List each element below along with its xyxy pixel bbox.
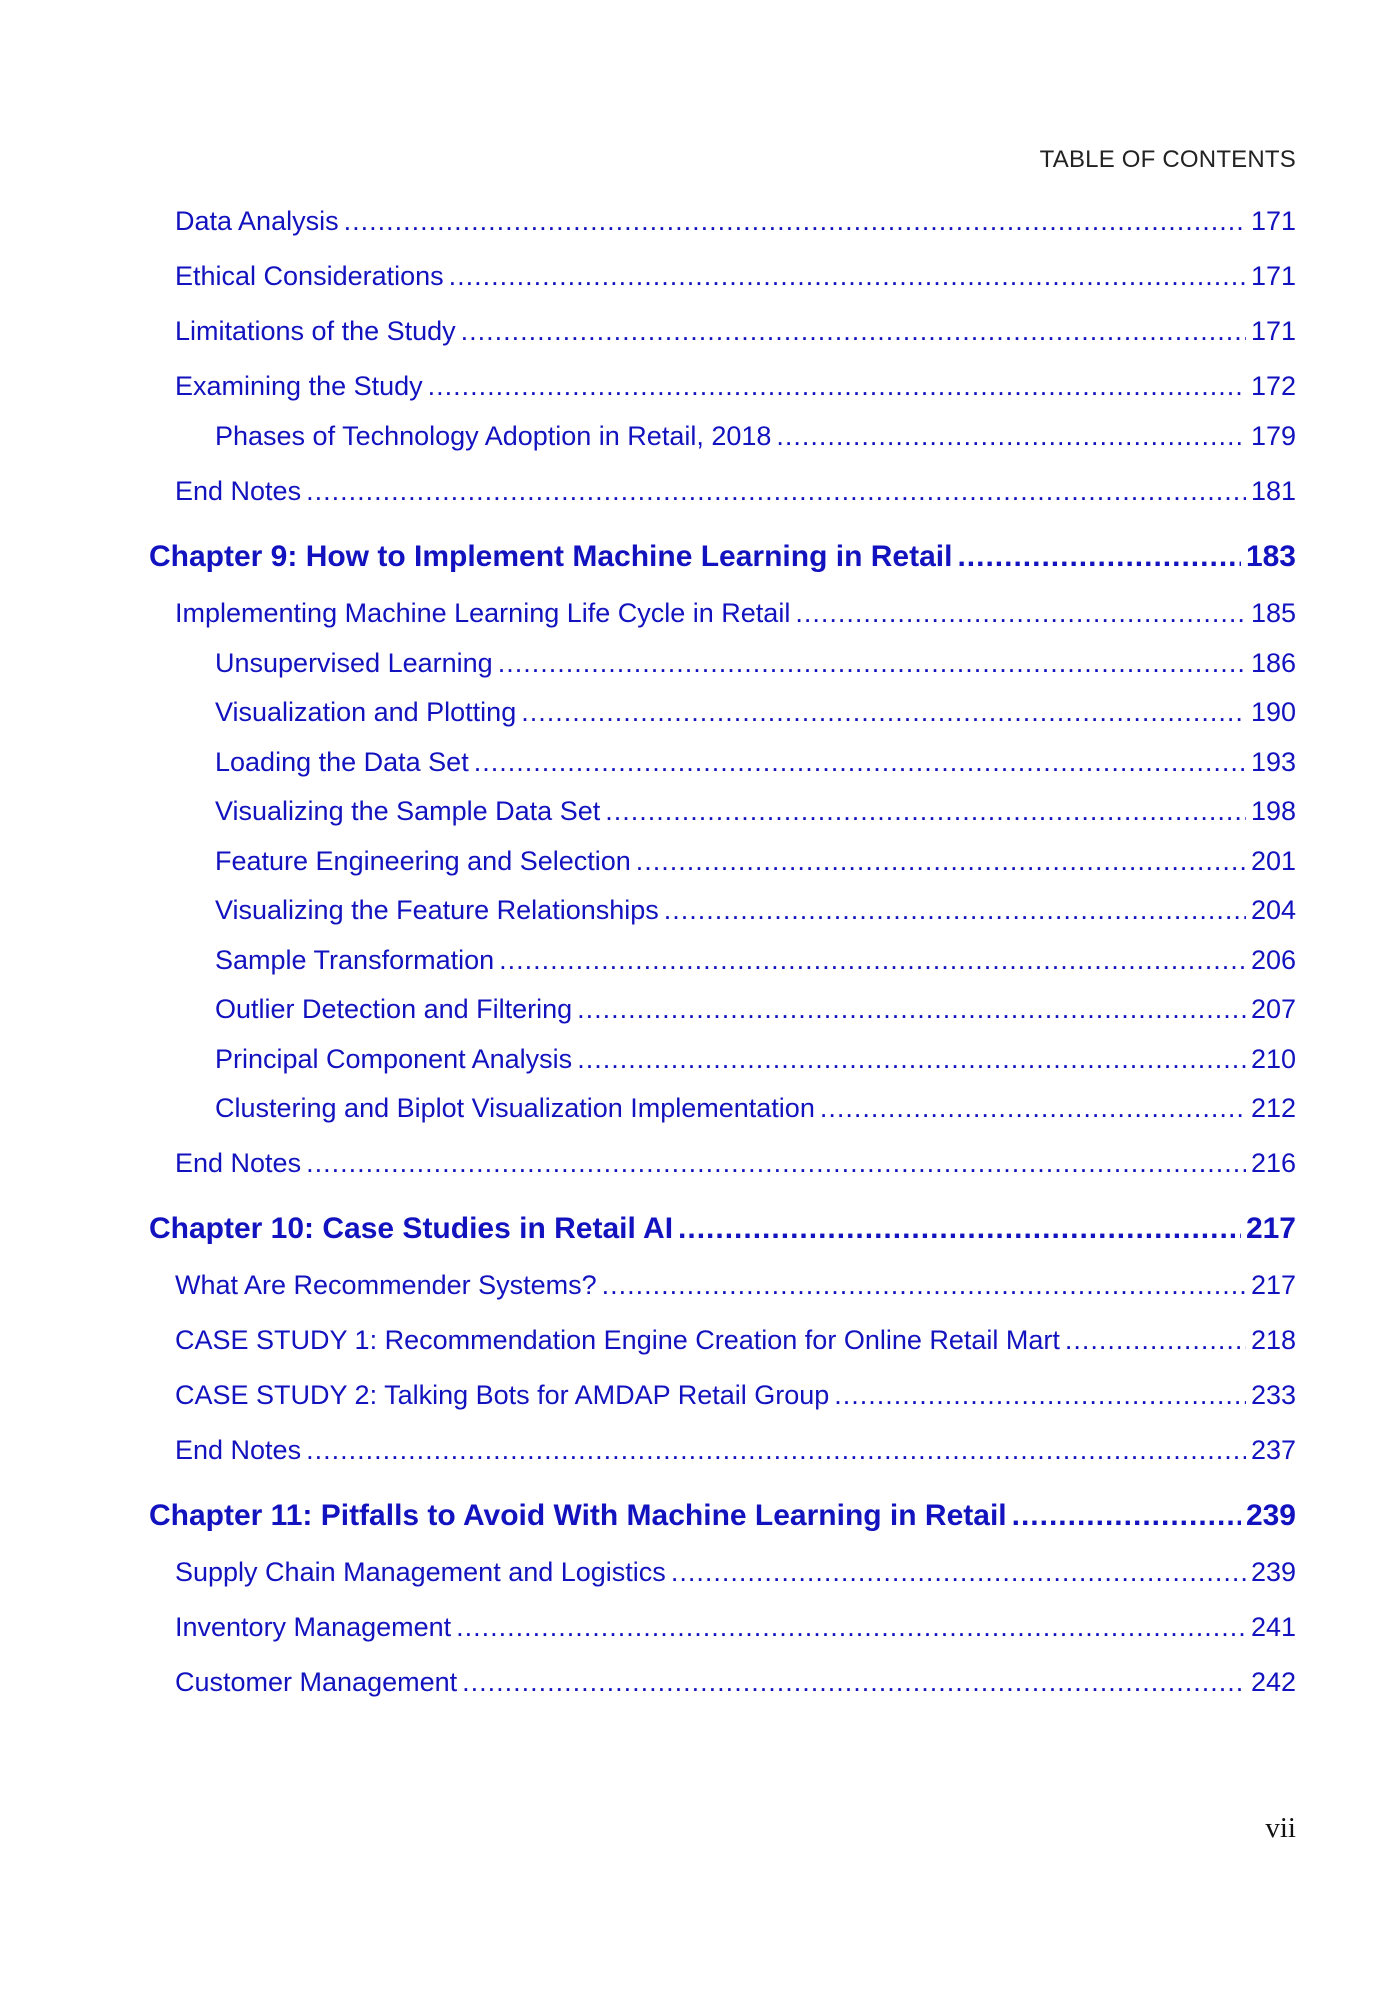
- toc-entry[interactable]: [149, 1499, 1296, 1533]
- toc-entry-page: 212: [1250, 1093, 1296, 1123]
- dot-leader: [776, 421, 1246, 452]
- toc-entry-page: 198: [1250, 796, 1296, 826]
- toc-entry[interactable]: [175, 1435, 1296, 1466]
- dot-leader: [306, 1148, 1246, 1179]
- dot-leader: [449, 261, 1246, 292]
- running-header: TABLE OF CONTENTS: [1039, 146, 1296, 173]
- toc-entry-title: End Notes: [175, 476, 302, 506]
- toc-entry[interactable]: [215, 1093, 1296, 1124]
- toc-entry-page: 239: [1245, 1499, 1296, 1532]
- dot-leader: [664, 895, 1246, 926]
- toc-entry-page: 218: [1250, 1325, 1296, 1355]
- dot-leader: [957, 540, 1241, 574]
- toc-entry-page: 183: [1245, 540, 1296, 573]
- dot-leader: [605, 796, 1246, 827]
- toc-entry[interactable]: [215, 648, 1296, 679]
- toc-entry-title: Phases of Technology Adoption in Retail, 2018: [215, 421, 772, 451]
- toc-entry-page: 171: [1250, 261, 1296, 291]
- toc-entry-title: End Notes: [175, 1435, 302, 1465]
- toc-entry-title: CASE STUDY 1: Recommendation Engine Creation for Online Retail Mart: [175, 1325, 1060, 1355]
- dot-leader: [428, 371, 1246, 402]
- toc-entry-title: CASE STUDY 2: Talking Bots for AMDAP Retail Group: [175, 1380, 830, 1410]
- toc-entry[interactable]: [215, 697, 1296, 728]
- toc-entry[interactable]: [149, 540, 1296, 574]
- toc-entry-title: Feature Engineering and Selection: [215, 846, 631, 876]
- toc-entry[interactable]: [175, 261, 1296, 292]
- toc-entry-page: 233: [1250, 1380, 1296, 1410]
- dot-leader: [1012, 1499, 1241, 1533]
- toc-entry-page: 190: [1250, 697, 1296, 727]
- dot-leader: [521, 697, 1246, 728]
- toc-entry[interactable]: [215, 421, 1296, 452]
- toc-entry-page: 207: [1250, 994, 1296, 1024]
- dot-leader: [834, 1380, 1246, 1411]
- toc-entry-page: 237: [1250, 1435, 1296, 1465]
- toc-entry-title: Data Analysis: [175, 206, 339, 236]
- toc-entry-page: 179: [1250, 421, 1296, 451]
- dot-leader: [602, 1270, 1246, 1301]
- toc-entry-page: 241: [1250, 1612, 1296, 1642]
- toc-entry-title: Sample Transformation: [215, 945, 495, 975]
- toc-entry[interactable]: [175, 1148, 1296, 1179]
- toc-entry-title: Customer Management: [175, 1667, 458, 1697]
- toc-entry-page: 204: [1250, 895, 1296, 925]
- toc-entry-title: Clustering and Biplot Visualization Implementation: [215, 1093, 815, 1123]
- dot-leader: [344, 206, 1246, 237]
- dot-leader: [306, 1435, 1246, 1466]
- toc-entry[interactable]: [175, 371, 1296, 402]
- toc-entry-title: Inventory Management: [175, 1612, 452, 1642]
- toc-entry-page: 172: [1250, 371, 1296, 401]
- toc-entry-title: Loading the Data Set: [215, 747, 469, 777]
- toc-entry-page: 201: [1250, 846, 1296, 876]
- toc-entry[interactable]: [215, 747, 1296, 778]
- toc-entry[interactable]: [175, 1557, 1296, 1588]
- toc-entry-title: Visualization and Plotting: [215, 697, 517, 727]
- dot-leader: [461, 316, 1246, 347]
- toc-entry-page: 216: [1250, 1148, 1296, 1178]
- toc-entry[interactable]: [215, 796, 1296, 827]
- toc-entry[interactable]: [215, 895, 1296, 926]
- toc-entry[interactable]: [175, 1380, 1296, 1411]
- toc-entry[interactable]: [175, 1612, 1296, 1643]
- toc-entry-title: Limitations of the Study: [175, 316, 456, 346]
- toc-entry-page: 171: [1250, 316, 1296, 346]
- toc-entry-page: 206: [1250, 945, 1296, 975]
- dot-leader: [577, 994, 1246, 1025]
- dot-leader: [1065, 1325, 1246, 1356]
- toc-entry-page: 210: [1250, 1044, 1296, 1074]
- toc-entry[interactable]: [175, 476, 1296, 507]
- toc-entry[interactable]: [215, 1044, 1296, 1075]
- toc-entry[interactable]: [149, 1212, 1296, 1246]
- toc-entry-title: Visualizing the Sample Data Set: [215, 796, 601, 826]
- toc-entry[interactable]: [175, 316, 1296, 347]
- toc-entry-page: 239: [1250, 1557, 1296, 1587]
- dot-leader: [498, 648, 1246, 679]
- dot-leader: [577, 1044, 1246, 1075]
- toc-entry-page: 186: [1250, 648, 1296, 678]
- toc-entry-page: 171: [1250, 206, 1296, 236]
- toc-entry-title: Supply Chain Management and Logistics: [175, 1557, 666, 1587]
- toc-entry[interactable]: [215, 945, 1296, 976]
- toc-entry-page: 242: [1250, 1667, 1296, 1697]
- toc-entry-title: Implementing Machine Learning Life Cycle in Retail: [175, 598, 791, 628]
- toc-entry[interactable]: [215, 994, 1296, 1025]
- dot-leader: [499, 945, 1246, 976]
- dot-leader: [636, 846, 1246, 877]
- toc-entry-page: 193: [1250, 747, 1296, 777]
- toc-entry-title: Chapter 9: How to Implement Machine Learning in Retail: [149, 540, 953, 573]
- dot-leader: [462, 1667, 1246, 1698]
- toc-entry[interactable]: [175, 1325, 1296, 1356]
- dot-leader: [306, 476, 1246, 507]
- toc-entry-title: Chapter 11: Pitfalls to Avoid With Machine Learning in Retail: [149, 1499, 1007, 1532]
- toc-entry-title: Outlier Detection and Filtering: [215, 994, 573, 1024]
- toc-entry-title: End Notes: [175, 1148, 302, 1178]
- toc-entry-page: 185: [1250, 598, 1296, 628]
- toc-entry[interactable]: [175, 1667, 1296, 1698]
- toc-entry-title: Principal Component Analysis: [215, 1044, 573, 1074]
- toc-entry[interactable]: [175, 1270, 1296, 1301]
- toc-entry[interactable]: [175, 206, 1296, 237]
- page-number: vii: [1265, 1812, 1296, 1844]
- toc-entry-title: Examining the Study: [175, 371, 423, 401]
- toc-entry[interactable]: [175, 598, 1296, 629]
- toc-entry[interactable]: [215, 846, 1296, 877]
- toc-entry-title: Visualizing the Feature Relationships: [215, 895, 659, 925]
- toc-entry-title: Ethical Considerations: [175, 261, 444, 291]
- toc-entry-title: Unsupervised Learning: [215, 648, 493, 678]
- toc-entry-title: Chapter 10: Case Studies in Retail AI: [149, 1212, 674, 1245]
- dot-leader: [474, 747, 1246, 778]
- toc-entry-page: 217: [1245, 1212, 1296, 1245]
- dot-leader: [678, 1212, 1241, 1246]
- toc-entry-title: What Are Recommender Systems?: [175, 1270, 597, 1300]
- dot-leader: [795, 598, 1246, 629]
- toc-entry-page: 217: [1250, 1270, 1296, 1300]
- dot-leader: [671, 1557, 1246, 1588]
- dot-leader: [456, 1612, 1246, 1643]
- toc-entry-page: 181: [1250, 476, 1296, 506]
- dot-leader: [820, 1093, 1246, 1124]
